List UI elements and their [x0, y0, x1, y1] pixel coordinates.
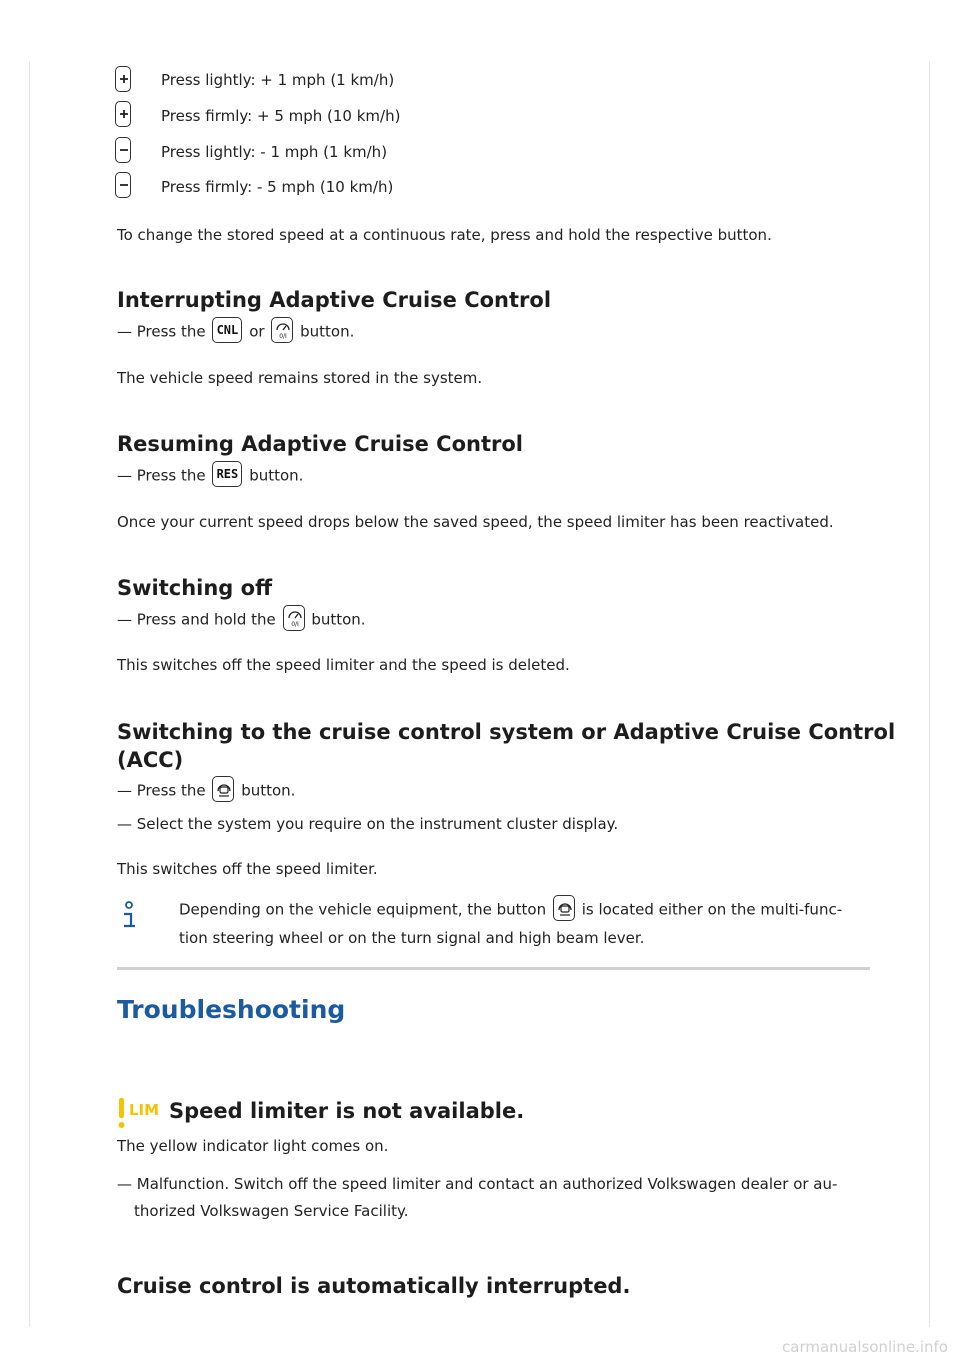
watermark: carmanualsonline.info: [782, 1338, 948, 1356]
section-heading-cont: (ACC): [117, 748, 184, 772]
step-suffix: button.: [300, 322, 355, 341]
minus-button-icon: [115, 172, 131, 198]
speed-limiter-button-icon: [271, 317, 293, 343]
minus-button-icon: [115, 137, 131, 163]
warning-lim-label: LIM: [129, 1101, 160, 1119]
section-heading: Interrupting Adaptive Cruise Control: [117, 288, 552, 312]
left-margin-line: [29, 62, 30, 1327]
step-suffix: button.: [241, 781, 296, 800]
svg-text:0/I: 0/I: [290, 621, 299, 628]
step-prefix: — Press the: [117, 781, 206, 800]
resume-note: Once your current speed drops below the saved speed, the speed limiter has been reactivated.: [117, 513, 834, 531]
warning-lim-icon: [117, 1096, 160, 1130]
cruise-mode-button-icon: [212, 776, 234, 802]
continuous-note: To change the stored speed at a continuous rate, press and hold the respective button.: [117, 226, 772, 244]
plus-button-icon: [115, 66, 131, 92]
cruise-mode-button-icon: [553, 895, 575, 921]
info-text-line-2: tion steering wheel or on the turn signal and high beam lever.: [179, 929, 645, 947]
section-heading: Switching off: [117, 576, 273, 600]
switch-to-note: This switches off the speed limiter.: [117, 860, 378, 878]
step-prefix: — Press and hold the: [117, 610, 276, 629]
cnl-button-icon: CNL: [212, 317, 242, 343]
interrupt-step: [117, 321, 354, 343]
cruise-interrupted-heading: Cruise control is automatically interrupted.: [117, 1274, 631, 1298]
resume-step: [117, 465, 303, 487]
troubleshooting-bullet-line-1: — Malfunction. Switch off the speed limiter and contact an authorized Volkswagen dealer or au-: [117, 1175, 838, 1193]
res-button-icon: RES: [212, 461, 242, 487]
svg-text:0/I: 0/I: [279, 333, 288, 340]
right-margin-line: [929, 62, 930, 1327]
switch-off-note: This switches off the speed limiter and the speed is deleted.: [117, 656, 570, 674]
info-prefix: Depending on the vehicle equipment, the button: [179, 900, 547, 919]
switch-off-step: [117, 609, 366, 631]
section-divider: [117, 967, 870, 970]
speed-limiter-unavailable-heading: Speed limiter is not available.: [169, 1099, 525, 1123]
speed-row-text: Press firmly: - 5 mph (10 km/h): [161, 178, 394, 196]
troubleshooting-bullet-line-2: thorized Volkswagen Service Facility.: [134, 1202, 409, 1220]
info-text-line-1: [179, 899, 842, 921]
switch-to-step-2: — Select the system you require on the instrument cluster display.: [117, 815, 619, 833]
step-suffix: button.: [311, 610, 366, 629]
troubleshooting-note: The yellow indicator light comes on.: [117, 1137, 389, 1155]
plus-button-icon: [115, 101, 131, 127]
troubleshooting-heading: Troubleshooting: [117, 995, 346, 1024]
step-prefix: — Press the: [117, 466, 206, 485]
speed-limiter-button-icon: [283, 605, 305, 631]
speed-row-text: Press lightly: - 1 mph (1 km/h): [161, 143, 388, 161]
speed-row-text: Press firmly: + 5 mph (10 km/h): [161, 107, 401, 125]
step-prefix: — Press the: [117, 322, 206, 341]
section-heading: Resuming Adaptive Cruise Control: [117, 432, 523, 456]
step-suffix: button.: [249, 466, 304, 485]
switch-to-step-1: [117, 780, 295, 802]
speed-row-text: Press lightly: + 1 mph (1 km/h): [161, 71, 395, 89]
info-suffix: is located either on the multi-func-: [581, 900, 843, 919]
info-icon: [120, 897, 138, 935]
section-heading: Switching to the cruise control system or Adaptive Cruise Control: [117, 720, 896, 744]
step-or: or: [249, 322, 265, 341]
interrupt-note: The vehicle speed remains stored in the system.: [117, 369, 483, 387]
